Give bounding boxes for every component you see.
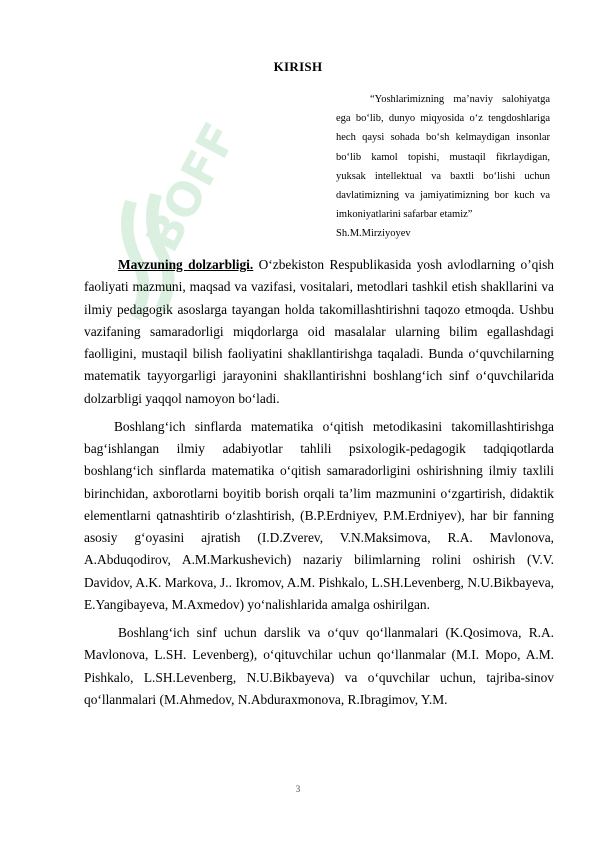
watermark-text: BOFF xyxy=(135,113,248,261)
section-lead: Mavzuning dolzarbligi. xyxy=(118,257,254,272)
paragraph-textbooks: Boshlang‘ich sinf uchun darslik va o‘quv qo‘llanmalari (K.Qosimova, R.A. Mavlonova, L.SH. Levenberg), o‘qituvchilar uchun qo‘llanmalar (M.I. Mopo, A.M. Pishkalo, L.SH.Levenberg, N.U.Bikbayeva) va o‘quvchilar uchun, tajriba-sinov qo‘llanmalari (M.Ahmedov, N.Abduraxmonova, R.Ibragimov, Y.M. xyxy=(84,625,554,707)
page-number: 3 xyxy=(295,784,301,794)
body-text xyxy=(84,254,554,711)
paragraph-relevance-text: O‘zbekiston Respublikasida yosh avlodlarning o’qish faoliyati mazmuni, maqsad va vazifasi, vositalari, metodlari tashkil etish shakllarini va ilmiy pedagogik asoslarga tayangan holda takomillashtirishni taqozo etmoqda. Ushbu vazifaning samaradorligi miqdorlarga oid masalalar ularning bilim egallashdagi faolligini, mustaqil bilish faoliyatini shakllantirishga taqaladi. Bunda o‘quvchilarning matematik tayyorgarligi jarayonini shakllantirishni boshlang‘ich sinf o‘quvchilarida dolzarbligi yaqqol namoyon bo‘ladi. xyxy=(84,257,554,406)
paragraph-literature: Boshlang‘ich sinflarda matematika o‘qitish metodikasini takomillashtirishga bag‘ishlangan ilmiy adabiyotlar tahlili psixologik-pedagogik tadqiqotlarda boshlang‘ich sinflarda matematika o‘qitish samaradorligini oshirishning ilmiy taxlili birinchidan, axborotlarni boyitib borish orqali ta’lim mazmunini o‘zgartirish, didaktik elementlarni qatnashtirib o‘zlashtirish, (B.P.Erdniyev, P.M.Erdniyev), har bir fanning asosiy g‘oyasini ajratish (I.D.Zverev, V.N.Maksimova, R.A. Mavlonova, A.Abduqodirov, A.M.Markushevich) nazariy bilimlarning rolini oshirish (V.V. Davidov, A.K. Markova, J.. Ikromov, A.M. Pishkalo, L.SH.Levenberg, N.U.Bikbayeva, E.Yangibayeva, M.Axmedov) yo‘nalishlarida amalga oshirilgan. xyxy=(84,418,554,612)
epigraph-quote: “Yoshlarimizning ma’naviy salohiyatga ega bo‘lib, dunyo miqyosida o‘z tengdoshlariga hech qaysi sohada bo‘sh kelmaydigan insonlar bo‘lib kamol topishi, mustaqil fikrlaydigan, yuksak intellektual va baxtli bo‘lishi uchun davlatimizning va jamiyatimizning bor kuch va imkoniyatlarini safarbar etamiz” xyxy=(336,94,550,221)
paragraph-relevance xyxy=(84,254,554,410)
page-title: KIRISH xyxy=(273,59,323,74)
epigraph-author: Sh.M.Mirziyoyev xyxy=(336,228,411,239)
